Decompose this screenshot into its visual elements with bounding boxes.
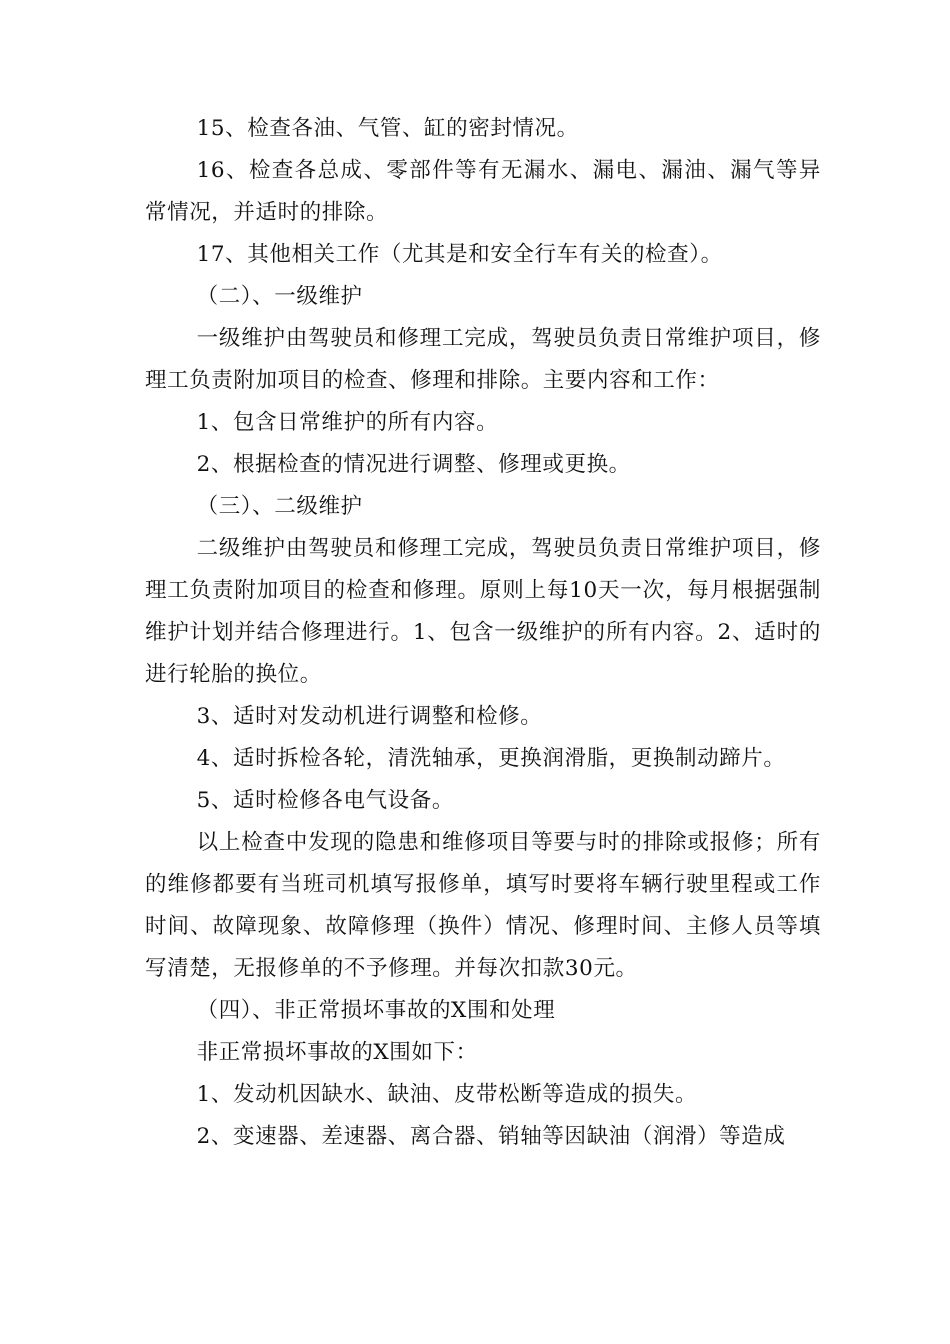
section-heading-level-one-maintenance: （二）、一级维护 xyxy=(196,284,363,309)
paragraph-level-two-item-4: 4、适时拆检各轮，清洗轴承，更换润滑脂，更换制动蹄片。 xyxy=(196,746,786,771)
section-heading-abnormal-damage: （四）、非正常损坏事故的X围和处理 xyxy=(196,998,556,1023)
paragraph-level-one-item-1: 1、包含日常维护的所有内容。 xyxy=(196,410,499,435)
paragraph-level-two-item-5: 5、适时检修各电气设备。 xyxy=(196,788,454,813)
paragraph-item-16: 16、检查各总成、零部件等有无漏水、漏电、漏油、漏气等异常情况，并适时的排除。 xyxy=(145,158,821,225)
paragraph-level-one-item-2: 2、根据检查的情况进行调整、修理或更换。 xyxy=(196,452,631,477)
paragraph-abnormal-damage-item-1: 1、发动机因缺水、缺油、皮带松断等造成的损失。 xyxy=(196,1082,698,1107)
section-heading-level-two-maintenance: （三）、二级维护 xyxy=(196,494,363,519)
paragraph-abnormal-damage-intro: 非正常损坏事故的X围如下： xyxy=(196,1040,478,1065)
paragraph-level-two-maintenance: 二级维护由驾驶员和修理工完成，驾驶员负责日常维护项目，修理工负责附加项目的检查和修理。原则上每10天一次，每月根据强制维护计划并结合修理进行。1、包含一级维护的所有内容。2、适时的进行轮胎的换位。 xyxy=(145,536,821,687)
document-body xyxy=(145,108,821,1158)
paragraph-level-one-maintenance: 一级维护由驾驶员和修理工完成，驾驶员负责日常维护项目，修理工负责附加项目的检查、修理和排除。主要内容和工作： xyxy=(145,326,821,393)
paragraph-level-two-item-3: 3、适时对发动机进行调整和检修。 xyxy=(196,704,543,729)
paragraph-item-15: 15、检查各油、气管、缸的密封情况。 xyxy=(196,116,579,141)
paragraph-abnormal-damage-item-2: 2、变速器、差速器、离合器、销轴等因缺油（润滑）等造成 xyxy=(196,1124,786,1149)
paragraph-item-17: 17、其他相关工作（尤其是和安全行车有关的检查）。 xyxy=(196,242,723,267)
paragraph-repair-rules: 以上检查中发现的隐患和维修项目等要与时的排除或报修；所有的维修都要有当班司机填写报修单，填写时要将车辆行驶里程或工作时间、故障现象、故障修理（换件）情况、修理时间、主修人员等填写清楚，无报修单的不予修理。并每次扣款30元。 xyxy=(145,830,821,981)
